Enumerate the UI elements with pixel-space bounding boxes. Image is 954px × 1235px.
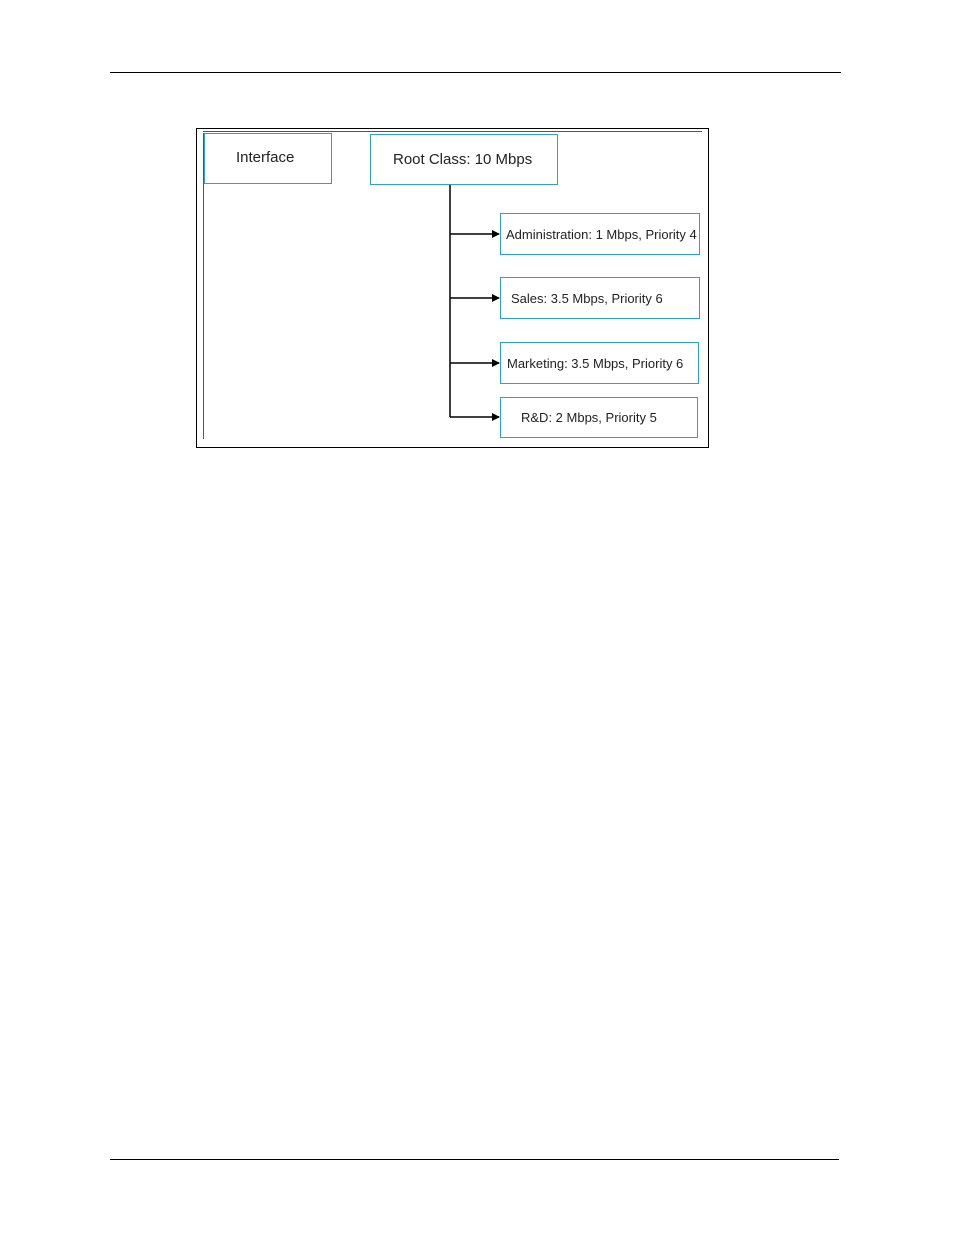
class-node-administration [500, 213, 700, 255]
class-node-sales-label: Sales: 3.5 Mbps, Priority 6 [511, 290, 663, 306]
root-class-node [370, 134, 558, 185]
interface-node-label: Interface [236, 149, 295, 166]
header-rule [110, 72, 841, 73]
class-node-marketing [500, 342, 699, 384]
root-class-node-label: Root Class: 10 Mbps [393, 151, 533, 168]
class-node-administration-label: Administration: 1 Mbps, Priority 4 [506, 226, 697, 242]
footer-rule [110, 1159, 839, 1160]
class-node-marketing-label: Marketing: 3.5 Mbps, Priority 6 [507, 355, 684, 371]
interface-node [204, 133, 332, 184]
class-node-sales [500, 277, 700, 319]
bandwidth-class-diagram [196, 128, 709, 448]
class-node-rd [500, 397, 698, 438]
class-node-rd-label: R&D: 2 Mbps, Priority 5 [521, 410, 657, 425]
